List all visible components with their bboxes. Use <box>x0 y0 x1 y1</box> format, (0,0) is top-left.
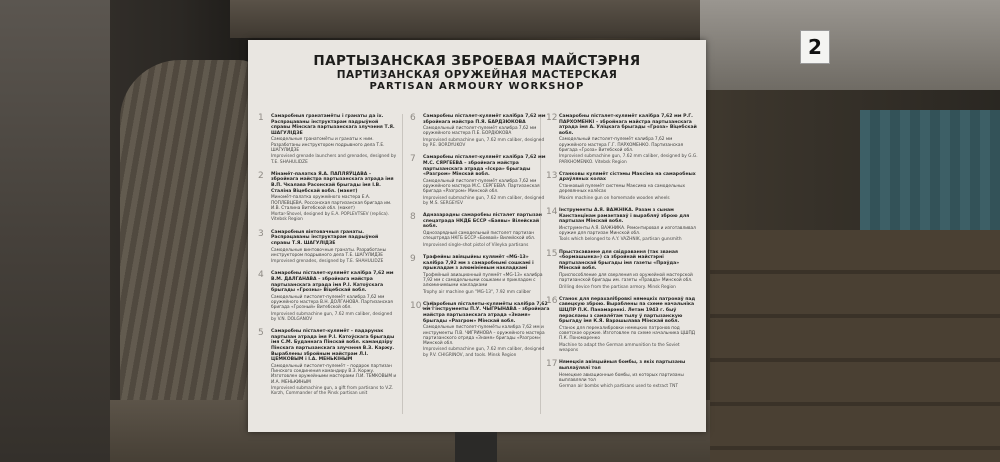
log-wall <box>710 230 1000 462</box>
entry-text-russian: Самодельный пистолет-пулемёт калибра 7,62 мм оружейного мастера П.Е. БОРДЮКОВА <box>423 126 537 137</box>
exhibit-entry <box>410 255 550 295</box>
title-belarusian: ПАРТЫЗАНСКАЯ ЗБРОЕВАЯ МАЙСТЭРНЯ <box>313 53 641 69</box>
entry-text-russian: Самодельные пистолет-пулемёты калибра 7,62 мм и инструменты П.В. ЧИГРИНОВА – оружейного мастера партизанского отряда «Знамя» бригады «Разгром» Минской обл. <box>423 325 545 347</box>
entry-text-english: Improvised submachine gun, 7.62 mm caliber, designed by P.E. BORDYUKOV <box>423 137 545 149</box>
entry-text-russian: Самодельные гранатомёты и гранаты к ним. Разработаны инструктором подрывного дела Т.Е. ШАГУЛИДЗЕ <box>271 137 385 153</box>
entry-number: 3 <box>258 228 264 239</box>
exhibit-entry <box>258 329 398 396</box>
left-wall <box>0 0 110 462</box>
entry-heading-belarusian: Станковы кулямёт сістэмы Максіма на самаробных драўляных колах <box>559 171 696 183</box>
exhibit-entry <box>546 208 698 243</box>
entry-heading-belarusian: Нямецкія авіяцыйныя бомбы, з якіх партызаны выплаўлялі тол <box>559 360 686 371</box>
entry-number: 12 <box>546 113 558 123</box>
panel-column-2 <box>410 114 550 365</box>
exhibit-entry <box>258 230 398 265</box>
entry-heading-belarusian: Самаробны пісталет-кулямёт калібра 7,62 мм В.М. ДАЛГАНАВА – збройнага майстра партызанскага атрада імя Р.І. Катоўскага брыгады «Грозны» Віцебскай вобл. <box>271 271 394 294</box>
entry-text-russian: Самодельный пистолет-пулемёт калибра 7,62 мм оружейного мастера В.Н. ДОЛГАНОВА. Партизанская бригада «Грозный» Витебской обл. <box>271 294 393 311</box>
exhibit-entry <box>546 172 698 201</box>
entry-number: 15 <box>546 248 558 259</box>
entry-number: 13 <box>546 170 558 181</box>
entry-heading-belarusian: Адназарадны самаробны пісталет партызан спецатрада НКДБ БССР «Баявы» Вілейскай вобл. <box>423 213 542 230</box>
top-beam <box>230 0 750 38</box>
entry-text-english: Improvised grenade launchers and grenades, designed by T.E. SHAHULIDZE <box>271 154 397 165</box>
panel-column-3 <box>546 114 698 396</box>
exhibit-entry <box>546 250 698 290</box>
entry-text-english: Machine to adapt the German ammunition to the Soviet weapons <box>559 342 680 354</box>
title-english: PARTISAN ARMOURY WORKSHOP <box>369 81 585 92</box>
exhibit-entry <box>410 155 550 206</box>
entry-text-russian: Однозарядный самодельный пистолет партизан спецотряда НКГБ БССР «Боевой» Вилейской обл. <box>423 231 536 242</box>
entry-number: 6 <box>410 113 416 123</box>
entry-number: 2 <box>258 170 264 181</box>
exhibit-entry <box>546 360 698 389</box>
exhibit-entry <box>410 302 550 358</box>
exhibit-entry <box>258 172 398 223</box>
entry-heading-belarusian: Станок для перахалібровкі нямецкіх патронаў пад савецкую зброю. Выраблены па схеме начальніка ШЦПР П.К. Панамарэнкі. Летам 1943 г. быў перасланы з самалётам тылу ў партызанскую брыгаду імя К.Я. Варашылава Мінскай вобл. <box>559 296 696 325</box>
entry-number: 14 <box>546 206 558 217</box>
entry-number: 17 <box>546 359 558 370</box>
panel-titles <box>248 54 706 93</box>
entry-text-russian: Миномёт-палатка оружейного мастера Е.А. ПОПЛЕВЦЕВА. Россонская партизанская бригада им. И.В. Сталина Витебской обл. (макет) <box>271 195 392 211</box>
entry-heading-belarusian: Самаробныя вінтовачныя гранаты. Распрацаваны інструктарам падрыўной справы Т.Я. ШАГУЛІДЗЕ <box>271 229 379 246</box>
entry-text-russian: Приспособление для сверления из оружейной мастерской партизанской бригады им. газеты «Правда» Минской обл. <box>559 272 693 284</box>
info-panel <box>248 40 706 432</box>
exhibit-entry <box>410 213 550 248</box>
entry-number: 10,11 <box>410 300 436 311</box>
entry-heading-belarusian: Самаробны пісталет-кулямёт калібра 7,62 мм М.С. СЯРГЕЕВА – збройнага майстра партызанскага атрада «Іскра» брыгады «Разгром» Мінскай вобл. <box>423 155 546 178</box>
entry-number: 1 <box>258 113 264 123</box>
entry-number: 9 <box>410 253 416 264</box>
entry-text-russian: Самодельные винтовочные гранаты. Разработаны инструктором подрывного дела Т.Е. ШАГУЛИДЗЕ <box>271 247 386 258</box>
exhibit-entry <box>546 114 698 165</box>
entry-heading-belarusian: Самаробны пісталет-кулямёт – падарунак партызан атрада імя Р.І. Катоўскага брыгады імя С.М. Буданнага Пінскай вобл. камандзіру Пінскага партызанскага злучэння В.З. Каржу. Выраблены збройным майстрам Л.І. ЦЕМКОВЫМ і І.А. МЕНЬКІНЫМ <box>271 329 395 363</box>
exhibit-entry <box>546 297 698 353</box>
entry-heading-belarusian: Самаробныя гранатамёты і гранаты да іх. Распрацаваны інструктарам падрыўной справы Мінскага партызанскага злучэння Т.Я. ШАГУЛІДЗЕ <box>271 114 395 136</box>
column-divider <box>402 114 403 414</box>
entry-text-english: Improvised grenades, designed by T.E. SHAHULIDZE <box>271 259 384 265</box>
entry-text-russian: Инструменты А.Я. ВАЖНИКА. Ремонтировал и изготавливал оружие для партизан Минской обл. <box>559 225 696 237</box>
entry-number: 7 <box>410 154 416 165</box>
entry-heading-belarusian: Самаробны пісталет-кулямёт калібра 7,62 мм Р.Г. ПАРХОМЕНКІ – збройнага майстра партызанскага атрада імя А. Уліцкага брыгады «Гроза» Віцебскай вобл. <box>559 114 697 136</box>
entry-text-english: Improvised submachine gun, 7.62 mm caliber, designed by G.G. PARKHOMENKO. Vitebsk Region <box>559 154 698 165</box>
entry-text-russian: Трофейный авиационный пулемёт «MG-13» калибра 7,92 мм с самодельными сошками и прикладом с алюминиевыми накладками <box>423 272 543 289</box>
entry-text-english: Improvised submachine gun, 7.62 mm caliber, designed by P.V. CHIGRINOV, and tools. Minsk Region <box>423 347 545 358</box>
panel-stand <box>455 432 497 462</box>
entry-heading-belarusian: Мінамёт-палатка Я.А. ПАПЛЯЎЦАВА – збройнага майстра партызанскага атрада імя В.П. Чкалава Расонскай брыгады імя І.В. Сталіна Віцебскай вобл. (макет) <box>271 171 394 194</box>
entry-heading-belarusian: Інструменты А.Я. ВАЖНІКА. Разам з сынам Канстанцінам рамантаваў і вырабляў зброю для партызан Мінскай вобл. <box>559 207 690 225</box>
panel-column-1 <box>258 114 398 404</box>
entry-text-english: Improvised submachine gun, a gift from partisans to V.Z. Korzh, Commander of the Pinsk partisan unit <box>271 386 394 397</box>
ammo-crate <box>860 110 1000 230</box>
exhibit-number-tag: 2 <box>800 30 830 64</box>
entry-text-russian: Самодельный пистолет-пулемёт калибра 7,62 мм оружейного мастера Г.Г. ПАРХОМЕНКО. Партизанская бригада «Гроза» Витебской обл. <box>559 137 684 153</box>
entry-text-english: Improvised single-shot pistol of Vileyka partisans <box>423 242 529 248</box>
exhibit-entry <box>410 114 550 148</box>
entry-text-russian: Станок для перекалибровки немецких патронов под советское оружие. Изготовлен по схеме начальника ЦШПД П.К. Пономаренко <box>559 325 696 342</box>
entry-number: 16 <box>546 295 558 306</box>
entry-text-english: Maxim machine gun on homemade wooden wheels <box>559 195 670 201</box>
entry-text-english: Tools which belonged to A.Y. VAZHNIK, partisan gunsmith <box>559 237 682 243</box>
entry-number: 4 <box>258 270 264 281</box>
display-shelf <box>700 0 1000 90</box>
entry-text-russian: Самодельный пистолет-пулемёт калибра 7,62 мм оружейного мастера М.С. СЕРГЕЕВА. Партизанская бригада «Разгром» Минской обл. <box>423 178 540 195</box>
entry-text-english: Trophy air machine gun "MG-13", 7.92 mm caliber <box>423 289 531 295</box>
entry-heading-belarusian: Самаробны пісталет-кулямёт калібра 7,62 мм збройнага майстра П.Я. БАРДЗЮКОВА <box>423 114 546 125</box>
entry-number: 8 <box>410 212 416 223</box>
entry-text-english: Mortar-Shovel, designed by E.A. POPLEVTSEV (replica). Vitebsk Region <box>271 212 390 223</box>
entry-text-russian: Самодельный пистолет-пулемёт – подарок партизан Пинского соединения командиру В.З. Коржу. Изготовлен оружейными мастерами Л.И. ТЕМКОВЫМ и И.А. МЕНЬКИНЫМ <box>271 363 397 385</box>
entry-heading-belarusian: Прыстасаванне для свідравання (так званая «бормашынка») са збройнай майстэрні партызанскай брыгады імя газеты «Праўда» Мінскай вобл. <box>559 249 680 272</box>
exhibit-entry <box>258 271 398 322</box>
title-russian: ПАРТИЗАНСКАЯ ОРУЖЕЙНАЯ МАСТЕРСКАЯ <box>336 69 618 81</box>
entry-text-english: Improvised submachine gun, 7.62 mm caliber, designed by V.N. DOLGANOV <box>271 311 393 322</box>
entry-number: 5 <box>258 328 264 339</box>
entry-text-russian: Станковый пулемёт системы Максима на самодельных деревянных колёсах <box>559 184 686 195</box>
entry-heading-belarusian: Самаробныя пісталеты-кулямёты калібра 7,62 мм і інструменты П.У. ЧЫГРЫНАВА – збройнага майстра партызанскага атрада «Знамя» брыгады «Разгром» Мінскай вобл. <box>423 301 550 324</box>
wooden-log <box>120 60 260 440</box>
entry-text-english: Improvised submachine gun, 7.62 mm caliber, designed by M.S. SERGEYEV <box>423 195 545 206</box>
entry-text-english: Drilling device from the partisan armory. Minsk Region <box>559 284 676 290</box>
exhibit-entry <box>258 114 398 165</box>
entry-text-english: German air bombs which partisans used to extract TNT <box>559 384 678 390</box>
entry-text-russian: Немецкие авиационные бомбы, из которых партизаны выплавляли тол <box>559 372 684 383</box>
entry-heading-belarusian: Трафейны авіяцыйны кулямёт «MG-13» калібра 7,92 мм з самаробнымі сошкамі і прыкладам з алюмініевым накладкамі <box>423 254 534 272</box>
